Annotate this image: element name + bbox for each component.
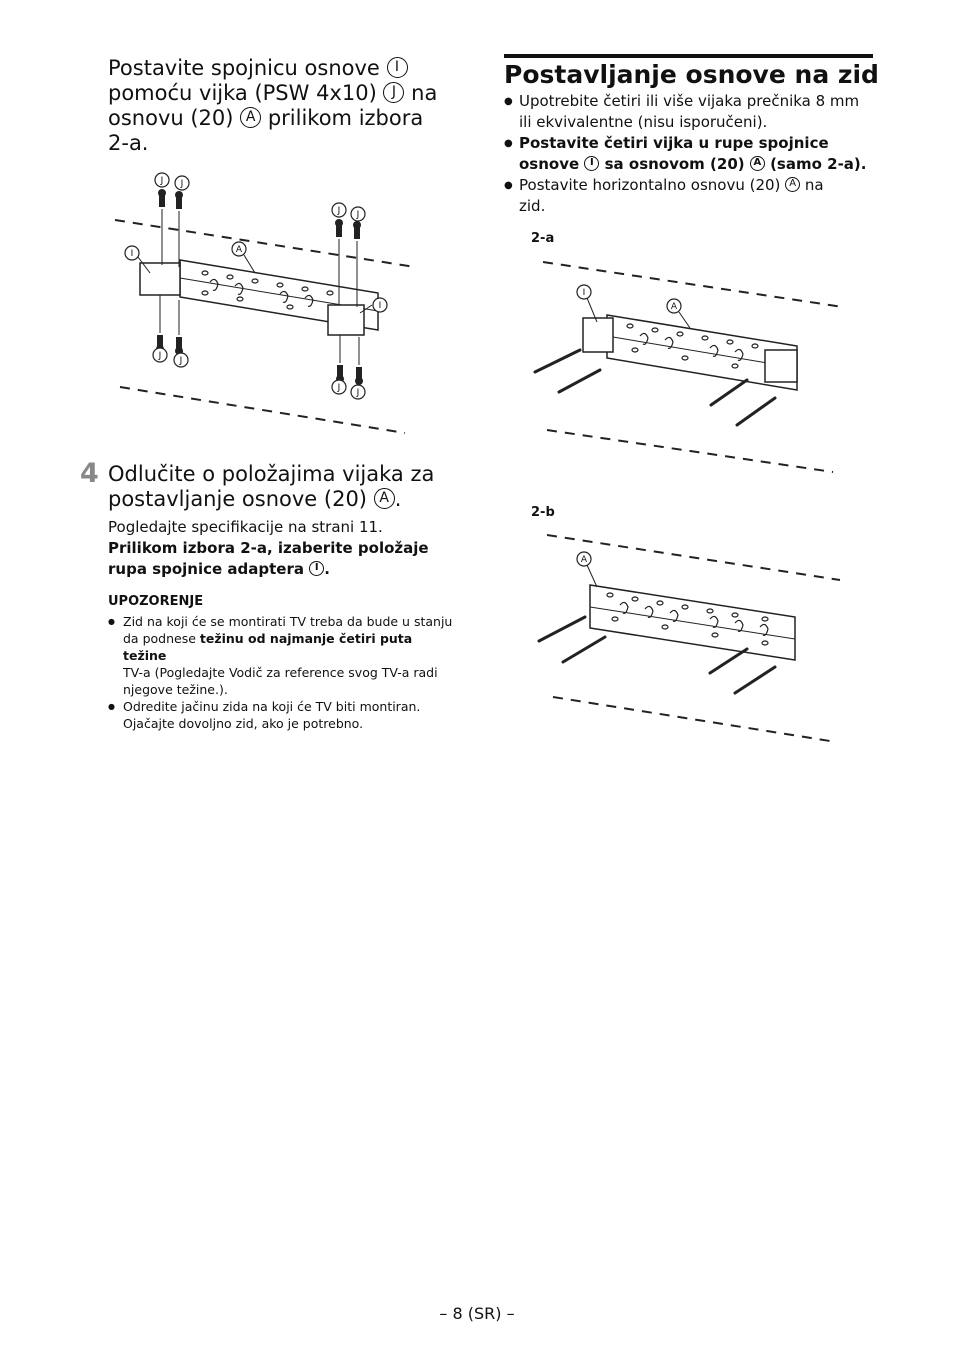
label-i: I bbox=[582, 288, 586, 298]
warning-list bbox=[108, 613, 453, 732]
wall-mount-2b-illustration bbox=[525, 525, 855, 750]
instruction-text: osnove bbox=[519, 155, 585, 173]
callout-a: A bbox=[240, 107, 261, 128]
label-a: A bbox=[580, 555, 588, 565]
label-i: I bbox=[378, 301, 382, 311]
warning-text: TV-a (Pogledajte Vodič za reference svog TV-a radi bbox=[123, 665, 438, 680]
label-j: J bbox=[180, 179, 184, 189]
label-a: A bbox=[670, 302, 678, 312]
mounting-instructions bbox=[504, 91, 879, 217]
instruction-text: ili ekvivalentne (nisu isporučeni). bbox=[519, 113, 768, 131]
warning-text: njegove težine.). bbox=[123, 682, 228, 697]
warning-text: Ojačajte dovoljno zid, ako je potrebno. bbox=[123, 716, 364, 731]
step4-sub: rupa spojnice adaptera bbox=[108, 560, 310, 578]
step4-sub: Prilikom izbora 2-a, izaberite položaje bbox=[108, 539, 429, 557]
label-j: J bbox=[337, 383, 341, 393]
section-heading: Postavljanje osnove na zid bbox=[504, 60, 879, 89]
label-i: I bbox=[130, 249, 134, 259]
instruction-text: (samo 2-a). bbox=[764, 155, 867, 173]
instruction-item bbox=[504, 175, 879, 217]
step3-text: 2-a. bbox=[108, 131, 149, 155]
step3-text: na bbox=[404, 81, 438, 105]
label-j: J bbox=[356, 388, 360, 398]
wall-mount-2a-illustration bbox=[525, 250, 855, 480]
callout-i: I bbox=[309, 561, 324, 576]
instruction-text: ● Postavite četiri vijka u rupe spojnice bbox=[519, 134, 829, 152]
instruction-item bbox=[504, 133, 879, 175]
callout-i: I bbox=[387, 57, 408, 78]
step3-instruction bbox=[108, 56, 468, 156]
heading-rule bbox=[504, 54, 873, 58]
step4-text: postavljanje osnove (20) bbox=[108, 487, 374, 511]
instruction-text: ● Upotrebite četiri ili više vijaka prečnika 8 mm bbox=[519, 92, 860, 110]
label-j: J bbox=[160, 176, 164, 186]
warning-title: UPOZORENJE bbox=[108, 594, 204, 609]
step4-sub: . bbox=[324, 560, 330, 578]
step3-text: pomoću vijka (PSW 4x10) bbox=[108, 81, 384, 105]
step4-text: Odlučite o položajima vijaka za bbox=[108, 462, 435, 486]
instruction-text: na bbox=[800, 176, 824, 194]
instruction-text: sa osnovom (20) bbox=[599, 155, 750, 173]
figure-label-2b: 2-b bbox=[531, 505, 555, 520]
callout-a: A bbox=[750, 156, 765, 171]
step3-text: Postavite spojnicu osnove bbox=[108, 56, 387, 80]
step4-details bbox=[108, 517, 468, 580]
instruction-text: zid. bbox=[519, 197, 546, 215]
label-j: J bbox=[337, 206, 341, 216]
warning-text: težinu od najmanje četiri puta težine bbox=[123, 631, 413, 663]
step3-text: prilikom izbora bbox=[261, 106, 424, 130]
callout-j: J bbox=[383, 82, 404, 103]
step4-sub: Pogledajte specifikacije na strani 11. bbox=[108, 518, 383, 536]
warning-item bbox=[108, 698, 453, 732]
label-j: J bbox=[179, 356, 183, 366]
warning-text: ● Odredite jačinu zida na koji će TV biti montiran. bbox=[123, 699, 421, 714]
instruction-text: Postavite horizontalno osnovu (20) bbox=[519, 176, 786, 194]
label-j: J bbox=[158, 351, 162, 361]
page-number: – 8 (SR) – bbox=[439, 1304, 515, 1323]
figure-label-2a: 2-a bbox=[531, 231, 555, 246]
label-a: A bbox=[235, 245, 243, 255]
step4-text: . bbox=[394, 487, 402, 511]
instruction-item bbox=[504, 91, 879, 133]
label-j: J bbox=[356, 210, 360, 220]
callout-a: A bbox=[785, 177, 800, 192]
step3-text: osnovu (20) bbox=[108, 106, 241, 130]
step4-instruction bbox=[108, 462, 468, 512]
callout-i: I bbox=[584, 156, 599, 171]
warning-item bbox=[108, 613, 453, 698]
step-number: 4 bbox=[80, 458, 99, 489]
warning-text: ● Zid na koji će se montirati TV treba da bude u stanju bbox=[123, 614, 453, 629]
callout-a: A bbox=[374, 488, 395, 509]
warning-text: da podnese bbox=[123, 631, 200, 646]
adapter-bracket-illustration bbox=[110, 165, 420, 440]
